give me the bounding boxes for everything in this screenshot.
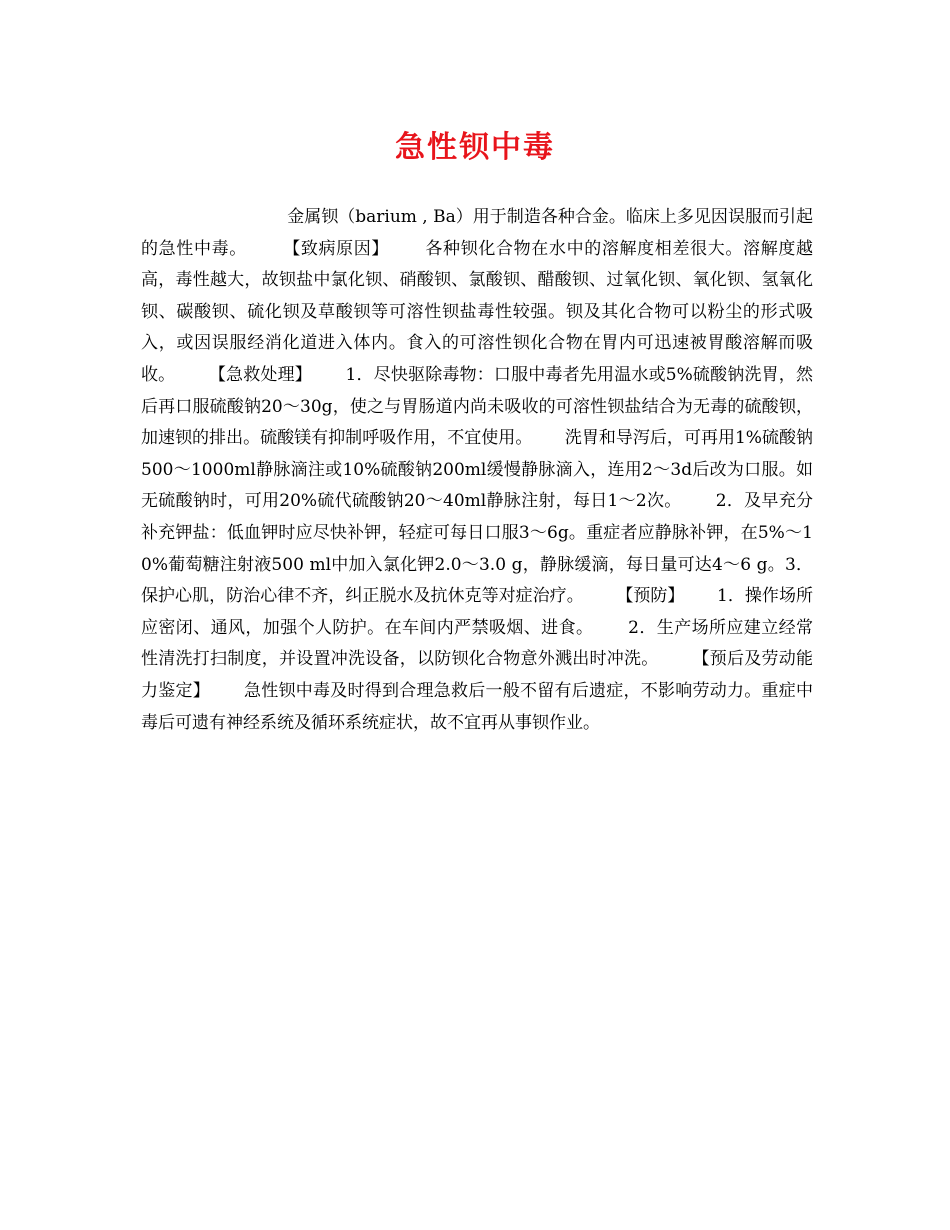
document-title: 急性钡中毒 <box>395 130 555 165</box>
document-body <box>141 202 813 739</box>
body-paragraph: 金属钡（barium , Ba）用于制造各种合金。临床上多见因误服而引起的急性中毒。 【致病原因】 各种钡化合物在水中的溶解度相差很大。溶解度越高，毒性越大，故钡盐中氯化钡、硝酸钡、氯酸钡、醋酸钡、过氧化钡、氧化钡、氢氧化钡、碳酸钡、硫化钡及草酸钡等可溶性钡盐毒性较强。钡及其化合物可以粉尘的形式吸入，或因误服经消化道进入体内。食入的可溶性钡化合物在胃内可迅速被胃酸溶解而吸收。 【急救处理】 1．尽快驱除毒物：口服中毒者先用温水或5%硫酸钠洗胃，然后再口服硫酸钠20～30g，使之与胃肠道内尚未吸收的可溶性钡盐结合为无毒的硫酸钡，加速钡的排出。硫酸镁有抑制呼吸作用，不宜使用。 洗胃和导泻后，可再用1%硫酸钠500～1000ml静脉滴注或10%硫酸钠200ml缓慢静脉滴入，连用2～3d后改为口服。如无硫酸钠时，可用20%硫代硫酸钠20～40ml静脉注射，每日1～2次。 2．及早充分补充钾盐：低血钾时应尽快补钾，轻症可每日口服3～6g。重症者应静脉补钾，在5%～10%葡萄糖注射液500 ml中加入氯化钾2.0～3.0 g，静脉缓滴，每日量可达4～6 g。3．保护心肌，防治心律不齐，纠正脱水及抗休克等对症治疗。 【预防】 1．操作场所应密闭、通风，加强个人防护。在车间内严禁吸烟、进食。 2．生产场所应建立经常性清洗打扫制度，并设置冲洗设备，以防钡化合物意外溅出时冲洗。 【预后及劳动能力鉴定】 急性钡中毒及时得到合理急救后一般不留有后遗症，不影响劳动力。重症中毒后可遗有神经系统及循环系统症状，故不宜再从事钡作业。 <box>141 207 813 733</box>
